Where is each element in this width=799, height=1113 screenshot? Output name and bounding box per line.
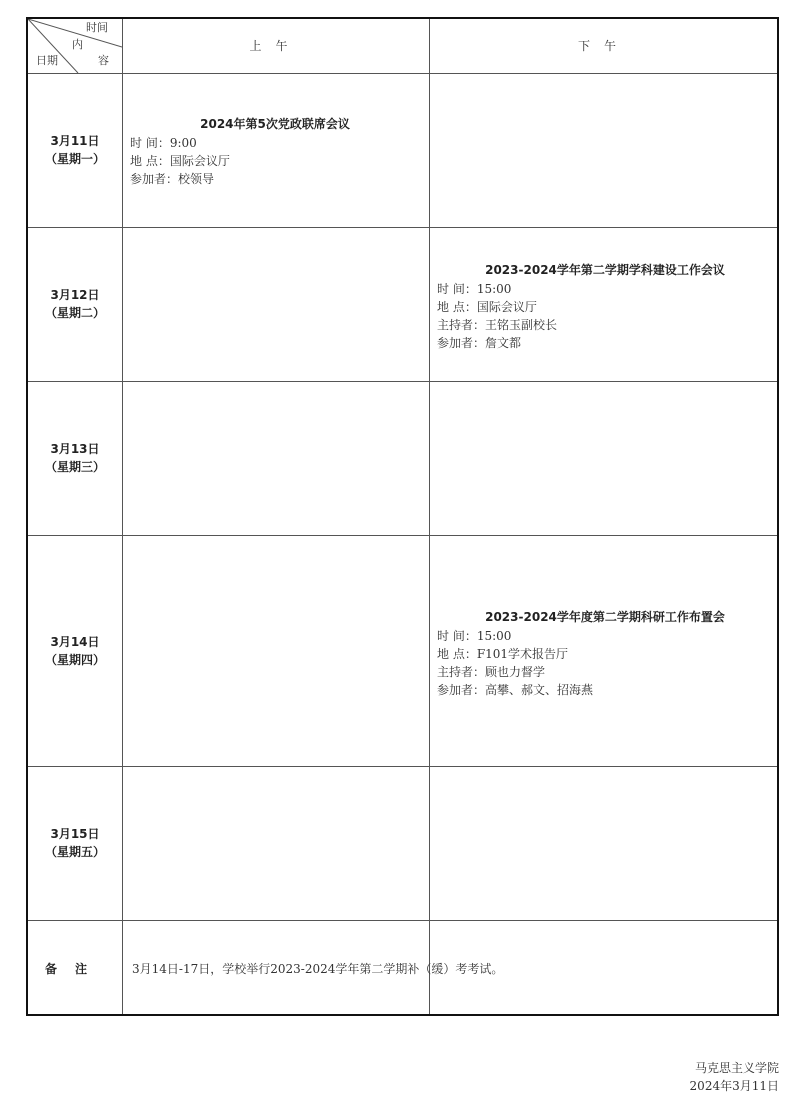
event-title: 2023-2024学年第二学期学科建设工作会议 [485,263,725,277]
notes-label: 备注 [44,962,105,976]
event-attendees-row: 参加者：校领导 [130,172,215,186]
day-date: 3月14日 [50,635,100,649]
corner-label-time: 时间 [86,21,108,34]
event-time-row: 时 间：15:00 [437,282,512,296]
weekly-schedule-table [26,17,779,1016]
row-divider [28,766,777,767]
day-cell-tue [28,286,122,322]
day-weekday: （星期三） [44,460,105,474]
event-research-meeting [437,608,773,699]
event-title: 2023-2024学年度第二学期科研工作布置会 [485,610,725,624]
event-time-row: 时 间：9:00 [130,136,197,150]
day-weekday: （星期二） [44,306,105,320]
row-divider [28,73,777,74]
row-divider [28,227,777,228]
day-weekday: （星期四） [44,653,105,667]
header-afternoon: 下午 [577,39,630,53]
column-divider-date [122,19,123,1014]
day-cell-wed [28,440,122,476]
column-divider-morning [429,19,430,1014]
day-cell-fri [28,825,122,861]
corner-label-content-a: 内 [72,38,83,51]
footer-org: 马克思主义学院 [694,1061,779,1075]
event-discipline-meeting [437,261,773,352]
day-weekday: （星期一） [44,152,105,166]
event-place-row: 地 点：国际会议厅 [437,300,537,314]
day-date: 3月13日 [50,442,100,456]
event-host-row: 主持者：顾也力督学 [437,665,546,679]
day-cell-mon [28,132,122,168]
document-footer [690,1059,779,1095]
event-time-row: 时 间：15:00 [437,629,512,643]
row-divider [28,920,777,921]
footer-date: 2024年3月11日 [689,1079,779,1093]
event-host-row: 主持者：王铭玉副校长 [437,318,558,332]
event-place-row: 地 点：国际会议厅 [130,154,230,168]
header-morning: 上午 [249,39,302,53]
event-place-row: 地 点：F101学术报告厅 [437,647,569,661]
notes-text: 3月14日-17日，学校举行2023-2024学年第二学期补（缓）考考试。 [132,962,504,976]
corner-label-content-b: 容 [98,54,109,67]
event-attendees-row: 参加者：高攀、郝文、招海燕 [437,683,594,697]
event-attendees-row: 参加者：詹文都 [437,336,522,350]
event-title: 2024年第5次党政联席会议 [200,117,350,131]
event-party-meeting [130,115,420,188]
day-date: 3月15日 [50,827,100,841]
row-divider [28,381,777,382]
day-date: 3月12日 [50,288,100,302]
day-cell-thu [28,633,122,669]
corner-label-date: 日期 [36,54,58,67]
day-date: 3月11日 [50,134,100,148]
row-divider [28,535,777,536]
day-weekday: （星期五） [44,845,105,859]
